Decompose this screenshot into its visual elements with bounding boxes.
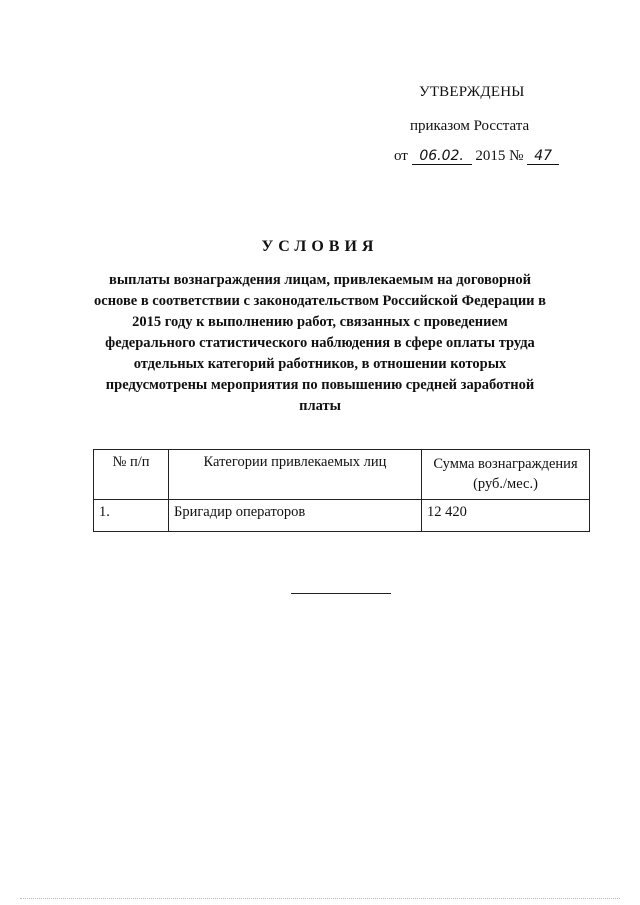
table-row <box>94 500 590 532</box>
scan-artifact-line <box>20 898 620 899</box>
subtitle-line: основе в соответствии с законодательством Российской Федерации в <box>94 293 546 309</box>
approval-order: приказом Росстата <box>410 118 530 134</box>
row-category: Бригадир операторов <box>169 500 422 532</box>
subtitle-line: отдельных категорий работников, в отношении которых <box>133 356 507 372</box>
header-amount: Сумма вознаграждения (руб./мес.) <box>422 450 590 500</box>
approval-heading: УТВЕРЖДЕНЫ <box>419 84 525 100</box>
handwritten-order-number: 47 <box>527 148 559 165</box>
subtitle-line: 2015 году к выполнению работ, связанных с проведением <box>132 314 508 330</box>
approval-year: 2015 № <box>475 148 524 164</box>
subtitle-line: предусмотрены мероприятия по повышению средней заработной <box>105 377 535 393</box>
conditions-table <box>93 449 590 532</box>
subtitle-line: федерального статистического наблюдения в сфере оплаты труда <box>105 335 535 351</box>
subtitle-line: платы <box>299 398 341 414</box>
subtitle-line: выплаты вознаграждения лицам, привлекаемым на договорной <box>108 272 531 288</box>
header-category: Категории привлекаемых лиц <box>169 450 422 500</box>
row-amount: 12 420 <box>422 500 590 532</box>
from-prefix: от <box>394 148 408 164</box>
document-title: УСЛОВИЯ <box>261 238 379 255</box>
header-number: № п/п <box>94 450 169 500</box>
handwritten-date: 06.02. <box>412 148 472 165</box>
end-divider <box>291 593 391 594</box>
table-header-row <box>94 450 590 500</box>
row-number: 1. <box>94 500 169 532</box>
approval-date-line <box>394 148 559 165</box>
document-subtitle <box>90 270 550 417</box>
